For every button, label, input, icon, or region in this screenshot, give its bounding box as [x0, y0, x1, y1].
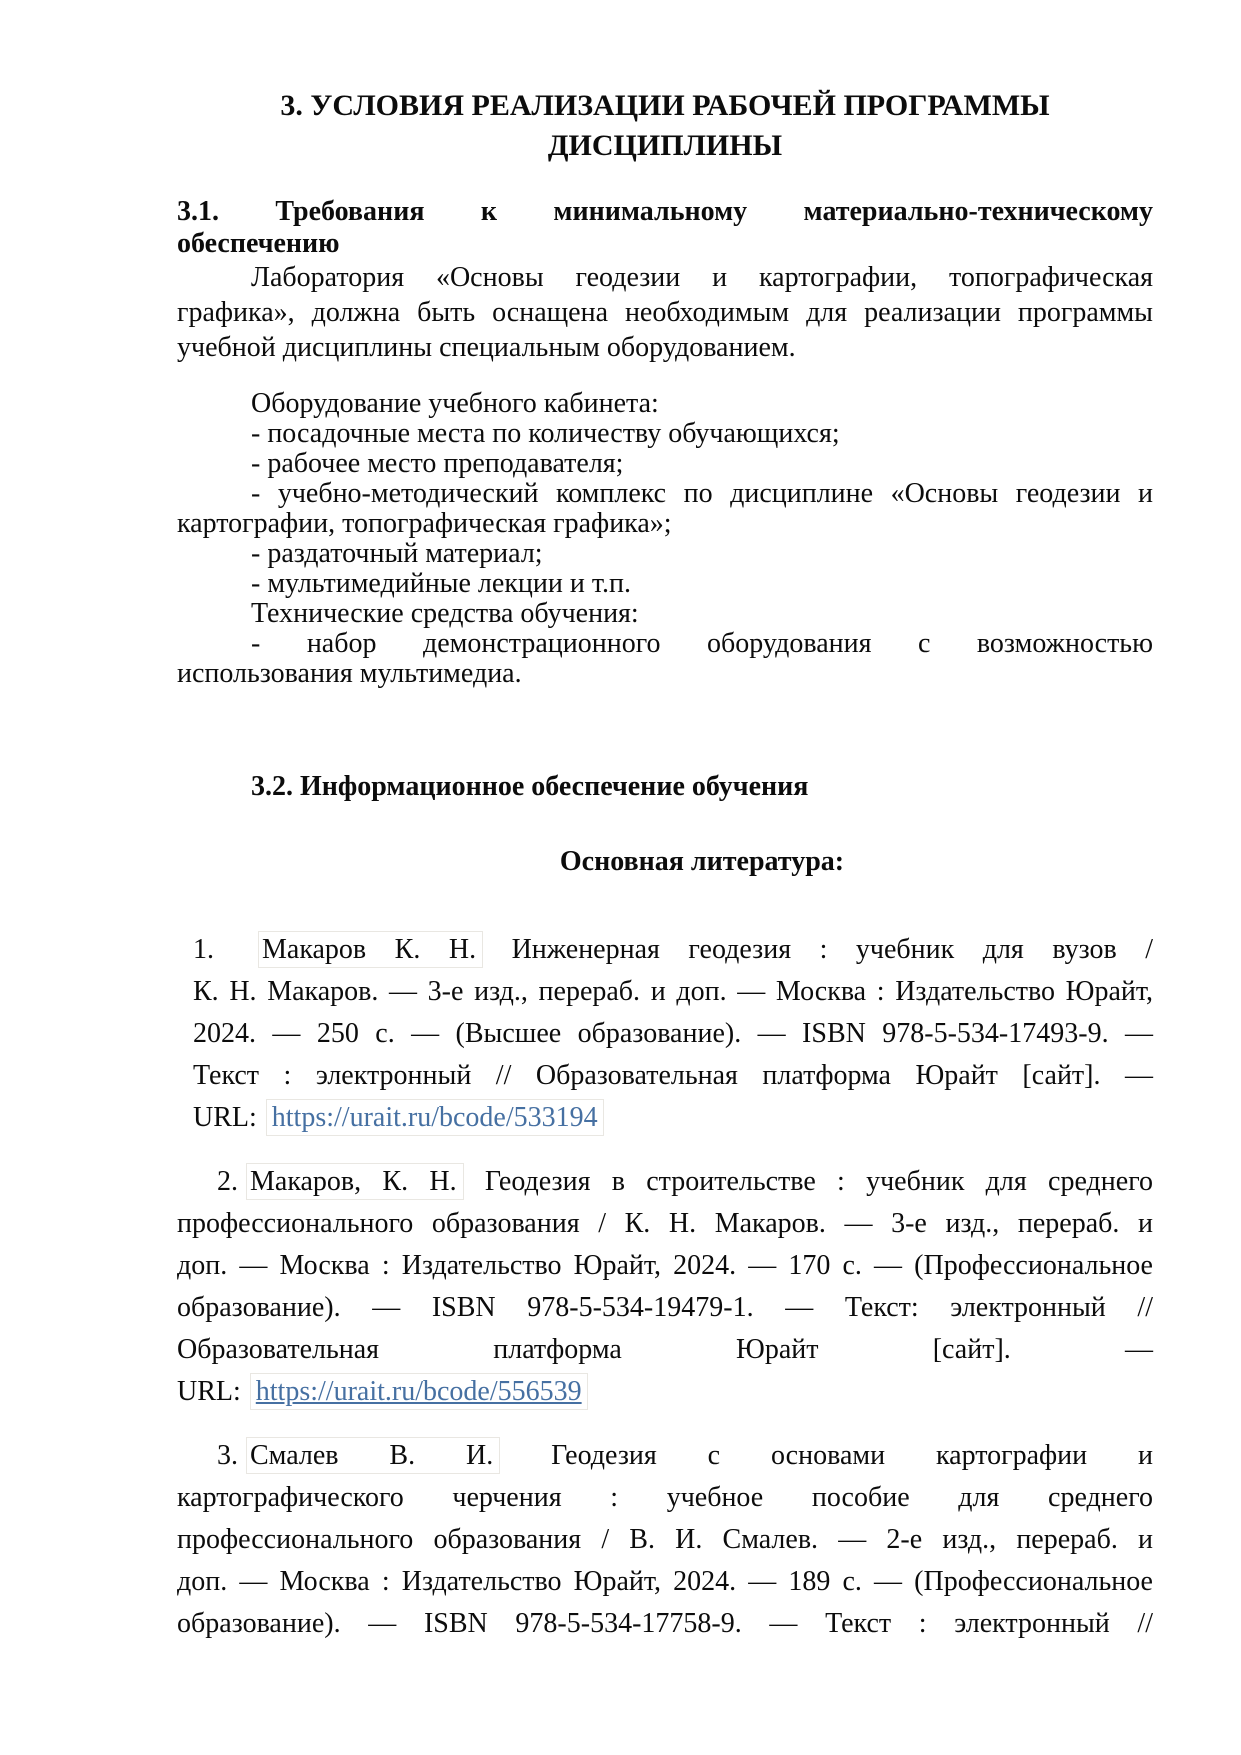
- paragraph-line: Лаборатория «Основы геодезии и картографии, топографическая: [251, 262, 1153, 293]
- paragraph-line: учебной дисциплины специальным оборудованием.: [177, 332, 796, 363]
- literature-entry-3: [177, 1435, 1153, 1645]
- list-entry-line: [177, 1371, 1153, 1413]
- equipment-line: - рабочее место преподавателя;: [251, 448, 624, 479]
- list-entry-line: К. Н. Макаров. — 3-е изд., перераб. и доп. — Москва : Издательство Юрайт,: [193, 976, 1153, 1007]
- list-entry-line: [193, 1097, 1153, 1139]
- section-3-1-heading: [177, 196, 1153, 260]
- list-entry-line: образование). — ISBN 978-5-534-17758-9. — Текст : электронный //: [177, 1608, 1153, 1639]
- list-entry-line: 2024. — 250 с. — (Высшее образование). — ISBN 978-5-534-17493-9. —: [193, 1018, 1153, 1049]
- paragraph-line: графика», должна быть оснащена необходимым для реализации программы: [177, 297, 1153, 328]
- section-3-1-paragraph: [177, 260, 1153, 365]
- literature-entry-2: [177, 1161, 1153, 1413]
- url-link[interactable]: https://urait.ru/bcode/556539: [250, 1373, 588, 1410]
- equipment-list: [177, 389, 1153, 689]
- list-entry-line: доп. — Москва : Издательство Юрайт, 2024. — 170 с. — (Профессиональное: [177, 1250, 1153, 1281]
- list-entry-line: профессионального образования / В. И. Смалев. — 2-е изд., перераб. и: [177, 1524, 1153, 1555]
- url-label: URL:: [177, 1376, 241, 1407]
- url-label: URL:: [193, 1102, 257, 1133]
- entry-text: Инженерная геодезия : учебник для вузов /: [483, 934, 1153, 965]
- equipment-line: - раздаточный материал;: [251, 538, 543, 569]
- entry-number: 1.: [193, 934, 214, 965]
- entry-number: 2.: [217, 1166, 238, 1197]
- title-line-2: ДИСЦИПЛИНЫ: [547, 129, 783, 162]
- equipment-line: Технические средства обучения:: [251, 598, 639, 629]
- section-3-1-heading-line-1: 3.1. Требования к минимальному материально-техническому: [177, 196, 1153, 227]
- list-entry-line: образование). — ISBN 978-5-534-19479-1. — Текст: электронный //: [177, 1292, 1153, 1323]
- list-entry-line: Текст : электронный // Образовательная платформа Юрайт [сайт]. —: [193, 1060, 1153, 1091]
- equipment-line: Оборудование учебного кабинета:: [251, 388, 659, 419]
- title-line-1: 3. УСЛОВИЯ РЕАЛИЗАЦИИ РАБОЧЕЙ ПРОГРАММЫ: [280, 89, 1050, 122]
- document-title: [177, 86, 1153, 166]
- list-entry-line: картографического черчения : учебное пособие для среднего: [177, 1482, 1153, 1513]
- author-highlight-field: Макаров, К. Н.: [246, 1163, 464, 1200]
- equipment-line: - учебно-методический комплекс по дисциплине «Основы геодезии и: [251, 478, 1153, 509]
- list-entry-line: [177, 1161, 1153, 1203]
- literature-heading-line: Основная литература:: [559, 846, 845, 877]
- entry-text: Геодезия с основами картографии и: [500, 1440, 1153, 1471]
- section-3-2-heading-line: 3.2. Информационное обеспечение обучения: [251, 771, 809, 802]
- equipment-line: - набор демонстрационного оборудования с возможностью: [251, 628, 1153, 659]
- equipment-line: - посадочные места по количеству обучающихся;: [251, 418, 840, 449]
- list-entry-line: доп. — Москва : Издательство Юрайт, 2024. — 189 с. — (Профессиональное: [177, 1566, 1153, 1597]
- list-entry-line: Образовательная платформа Юрайт [сайт]. —: [177, 1334, 1153, 1365]
- entry-text: Геодезия в строительстве : учебник для среднего: [463, 1166, 1153, 1197]
- list-entry-line: [193, 929, 1153, 971]
- equipment-line: картографии, топографическая графика»;: [177, 508, 672, 539]
- equipment-line: - мультимедийные лекции и т.п.: [251, 568, 631, 599]
- url-link[interactable]: https://urait.ru/bcode/533194: [266, 1099, 604, 1136]
- author-highlight-field: Макаров К. Н.: [258, 931, 483, 968]
- section-3-2-heading: [177, 769, 1153, 804]
- author-highlight-field: Смалев В. И.: [246, 1437, 500, 1474]
- equipment-line: использования мультимедиа.: [177, 658, 522, 689]
- list-entry-line: профессионального образования / К. Н. Макаров. — 3-е изд., перераб. и: [177, 1208, 1153, 1239]
- section-3-1-heading-line-2: обеспечению: [177, 228, 340, 259]
- literature-heading: [177, 844, 1153, 879]
- list-entry-line: [177, 1435, 1153, 1477]
- literature-entry-1: [177, 929, 1153, 1139]
- entry-number: 3.: [217, 1440, 238, 1471]
